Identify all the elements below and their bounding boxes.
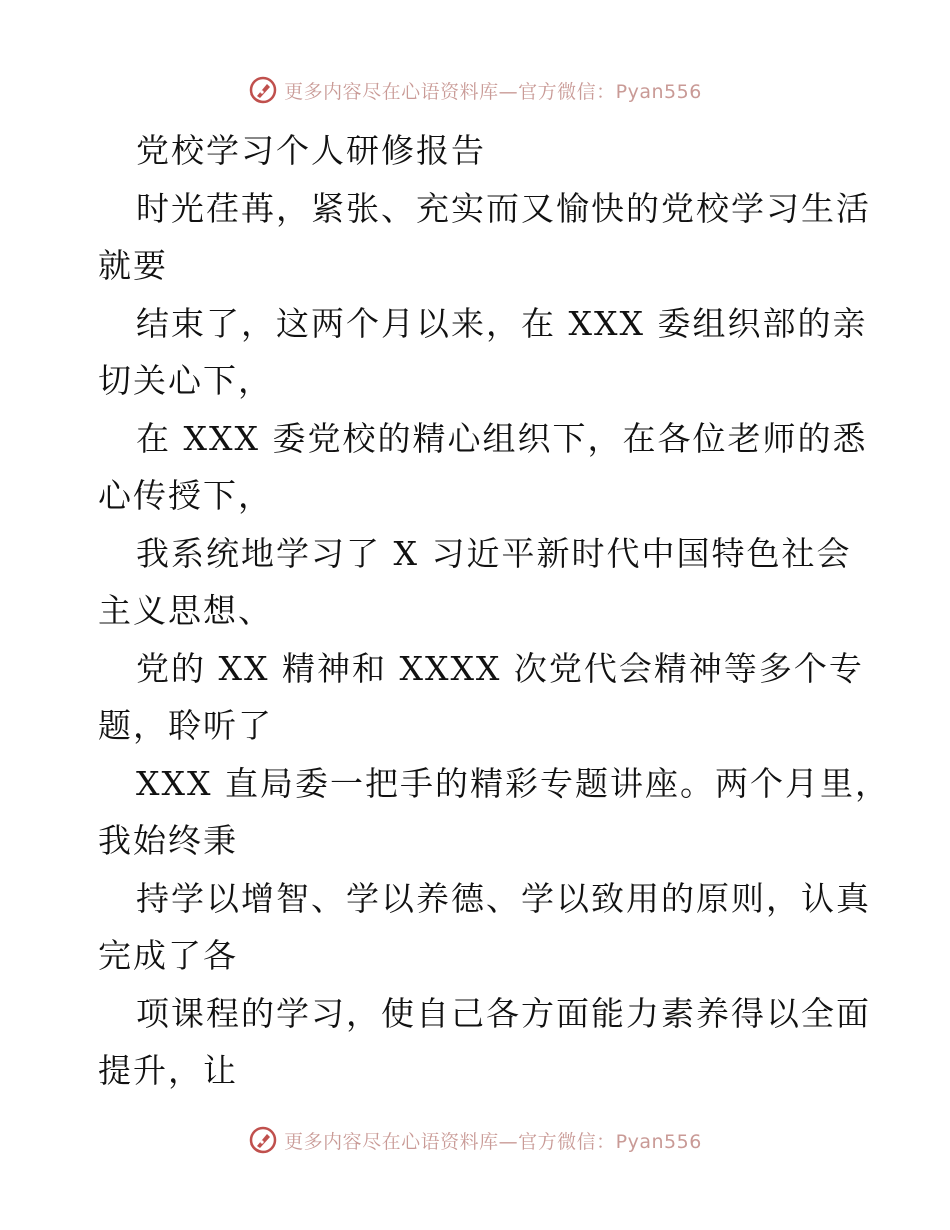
paragraph [98,985,871,1100]
paragraph [98,180,871,295]
header-banner-text: 更多内容尽在心语资料库—官方微信：Pyan556 [284,80,702,103]
text-line: 主义思想、 [98,591,273,630]
text-line: 党的 XX 精神和 XXXX 次党代会精神等多个专 [136,648,864,688]
pen-nib-logo-icon [248,1125,278,1155]
footer-banner [0,1120,950,1160]
text-line: 就要 [98,246,168,285]
text-line: 党校学习个人研修报告 [136,131,486,170]
paragraph [98,410,868,525]
text-line: 提升，让 [98,1051,238,1090]
text-line: 完成了各 [98,936,238,975]
text-line: 时光荏苒，紧张、充实而又愉快的党校学习生活 [136,188,871,228]
text-line: 结束了，这两个月以来，在 XXX 委组织部的亲 [136,303,868,343]
text-line: 项课程的学习，使自己各方面能力素养得以全面 [136,993,871,1033]
document-title [98,122,858,180]
text-line: 我系统地学习了 X 习近平新时代中国特色社会 [136,533,852,573]
footer-banner-text: 更多内容尽在心语资料库—官方微信：Pyan556 [284,1130,702,1153]
paragraph [98,755,890,870]
text-line: 心传授下， [98,476,273,515]
paragraph [98,640,864,755]
pen-nib-logo-icon [248,75,278,105]
text-line: 我始终秉 [98,821,238,860]
header-banner [0,70,950,110]
text-line: 持学以增智、学以养德、学以致用的原则，认真 [136,878,871,918]
text-line: 题，聆听了 [98,706,273,745]
paragraph [98,525,858,640]
text-line: XXX 直局委一把手的精彩专题讲座。两个月里， [136,763,890,803]
document-body [98,122,890,1100]
paragraph [98,295,868,410]
text-line: 在 XXX 委党校的精心组织下，在各位老师的悉 [136,418,868,458]
text-line: 切关心下， [98,361,273,400]
paragraph [98,870,871,985]
